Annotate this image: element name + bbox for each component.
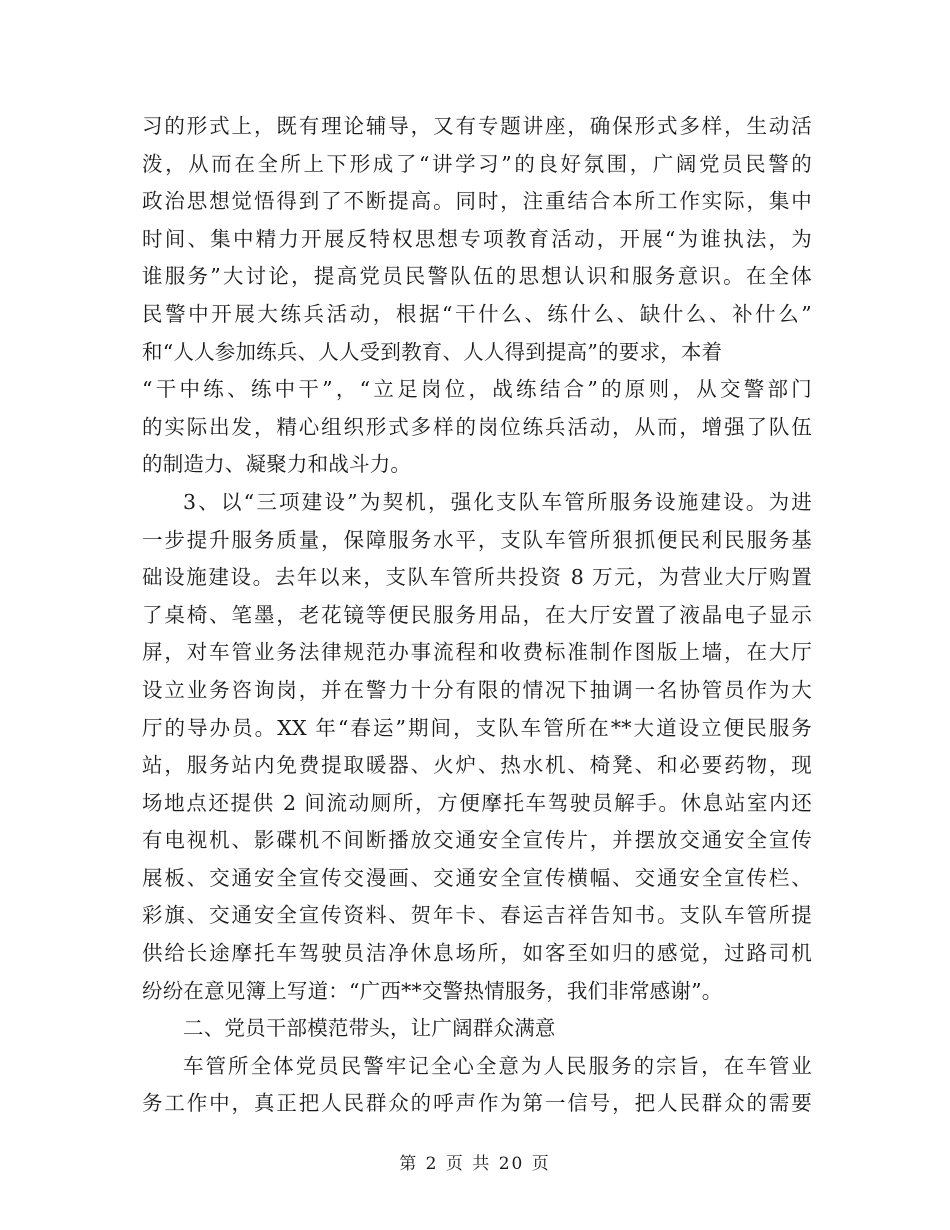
text-line: “干中练、练中干”，“立足岗位，战练结合”的原则，从交警部门 bbox=[142, 377, 812, 402]
text-line: 政治思想觉悟得到了不断提高。同时，注重结合本所工作实际，集中 bbox=[142, 189, 812, 214]
text-line: 务工作中，真正把人民群众的呼声作为第一信号，把人民群众的需要 bbox=[142, 1091, 812, 1116]
text-line: 设立业务咨询岗，并在警力十分有限的情况下抽调一名协管员作为大 bbox=[142, 677, 812, 702]
text-line: 3、以“三项建设”为契机，强化支队车管所服务设施建设。为进 bbox=[183, 489, 812, 514]
text-line: 了桌椅、笔墨，老花镜等便民服务用品，在大厅安置了液晶电子显示 bbox=[142, 602, 812, 627]
text-line: 时间、集中精力开展反特权思想专项教育活动，开展“为谁执法，为 bbox=[142, 226, 812, 251]
text-line: 有电视机、影碟机不间断播放交通安全宣传片，并摆放交通安全宣传 bbox=[142, 828, 812, 853]
text-line: 场地点还提供 2 间流动厕所，方便摩托车驾驶员解手。休息站室内还 bbox=[142, 790, 812, 815]
text-line: 供给长途摩托车驾驶员洁净休息场所，如客至如归的感觉，过路司机 bbox=[142, 941, 812, 966]
text-line: 础设施建设。去年以来，支队车管所共投资 8 万元，为营业大厅购置 bbox=[142, 565, 812, 590]
text-line: 车管所全体党员民警牢记全心全意为人民服务的宗旨，在车管业 bbox=[183, 1053, 812, 1078]
text-line: 站，服务站内免费提取暖器、火炉、热水机、椅凳、和必要药物，现 bbox=[142, 753, 812, 778]
text-line: 彩旗、交通安全宣传资料、贺年卡、春运吉祥告知书。支队车管所提 bbox=[142, 903, 812, 928]
text-line: 的制造力、凝聚力和战斗力。 bbox=[142, 452, 412, 477]
text-line: 二、党员干部模范带头，让广阔群众满意 bbox=[183, 1016, 556, 1041]
text-line: 厅的导办员。XX 年“春运”期间，支队车管所在**大道设立便民服务 bbox=[142, 715, 812, 740]
document-body bbox=[142, 108, 812, 1123]
text-line: 屏，对车管业务法律规范办事流程和收费标准制作图版上墙，在大厅 bbox=[142, 640, 812, 665]
text-line: 谁服务”大讨论，提高党员民警队伍的思想认识和服务意识。在全体 bbox=[142, 264, 812, 289]
text-line: 展板、交通安全宣传交漫画、交通安全宣传横幅、交通安全宣传栏、 bbox=[142, 865, 812, 890]
text-line: 习的形式上，既有理论辅导，又有专题讲座，确保形式多样，生动活 bbox=[142, 114, 812, 138]
text-line: 民警中开展大练兵活动，根据“干什么、练什么、缺什么、补什么” bbox=[142, 301, 812, 326]
text-line: 泼，从而在全所上下形成了“讲学习”的良好氛围，广阔党员民警的 bbox=[142, 151, 812, 176]
text-line: 一步提升服务质量，保障服务水平，支队车管所狠抓便民利民服务基 bbox=[142, 527, 812, 552]
text-line: 和“人人参加练兵、人人受到教育、人人得到提高”的要求，本着 bbox=[142, 339, 723, 364]
text-line: 纷纷在意见簿上写道：“广西**交警热情服务，我们非常感谢”。 bbox=[142, 978, 723, 1003]
text-line: 的实际出发，精心组织形式多样的岗位练兵活动，从而，增强了队伍 bbox=[142, 414, 812, 439]
page-footer: 第 2 页 共 20 页 bbox=[399, 1154, 551, 1174]
